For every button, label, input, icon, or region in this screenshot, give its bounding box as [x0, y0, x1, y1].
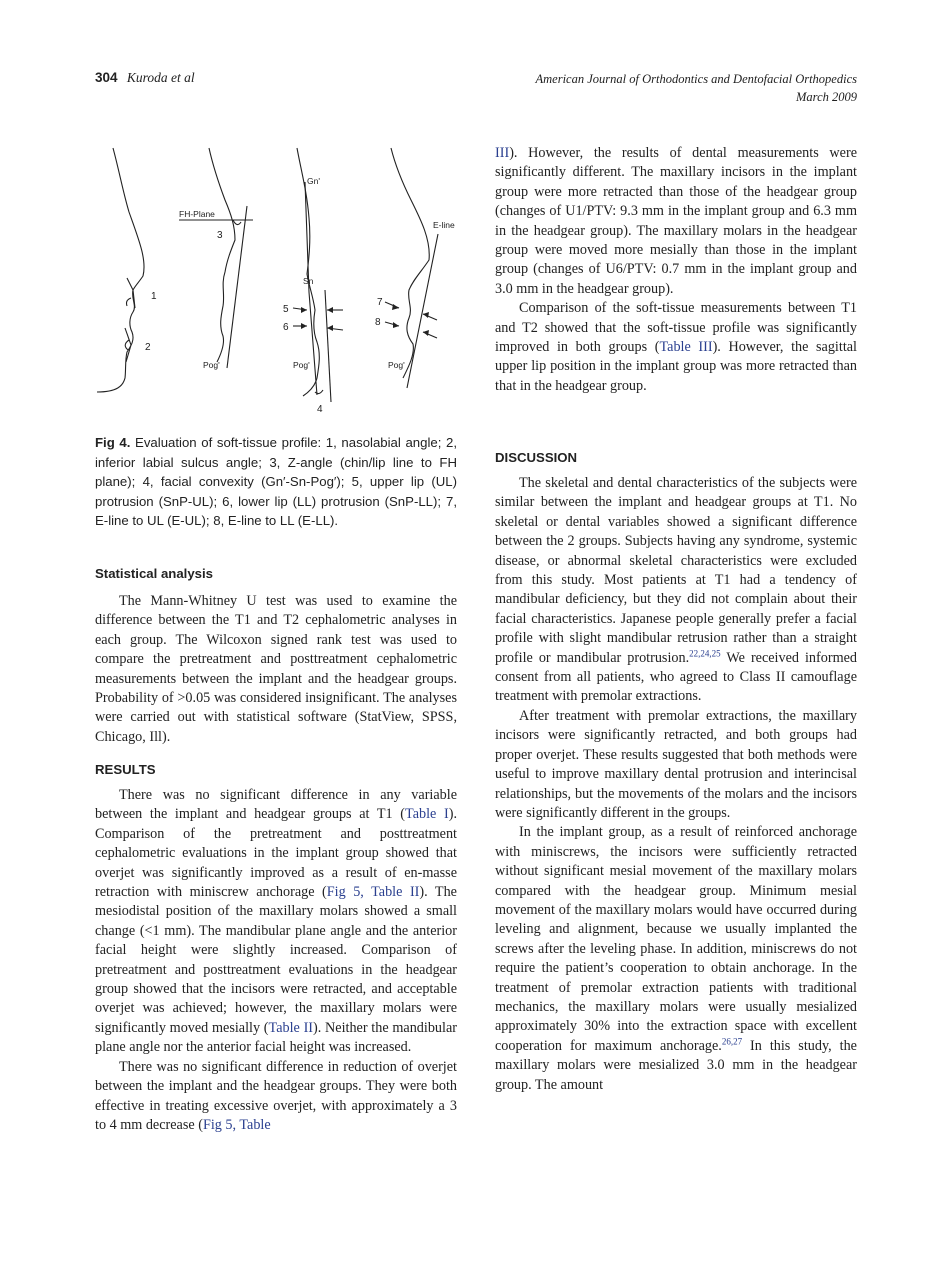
fig-5-table-link[interactable]: Fig 5, Table — [202, 1116, 271, 1133]
discussion-section — [495, 474, 857, 1095]
journal-issue: March 2009 — [796, 90, 857, 104]
angle-arc-2 — [125, 340, 129, 350]
results-paragraph-1: There was no significant difference in any variable between the implant and headgear groups at T1 (Table I). Comparison of the pretreatment and posttreatment cephalometric evaluations in the implant group showed that overjet was significantly improved as a result of en-masse retraction with miniscrew anchorage (Fig 5, Table II). The mesiodistal position of the maxillary molars showed a small change (<1 mm). The mandibular plane angle and the anterior facial height were slightly increased. Comparison of pretreatment and posttreatment evaluations in the headgear group showed that the incisors were retracted, and acceptable overjet was achieved; however, the maxillary molars were significantly moved mesially (Table II). Neither the mandibular plane angle nor the anterior facial height was increased. — [95, 787, 458, 1056]
statistical-analysis-heading: Statistical analysis — [95, 566, 214, 581]
soft-tissue-paragraph: Comparison of the soft-tissue measurements between T1 and T2 showed that the soft-tissue profile was significantly improved in both groups (Table III). However, the sagittal upper lip position in the implant group was more retracted than that in the headgear group. — [495, 300, 857, 394]
discussion-paragraph-2: After treatment with premolar extractions, the maxillary incisors were significantly retracted, and both groups had proper overjet. These results suggested that both methods were useful to improve maxillary dental protrusion and interincisal relationships, but the movements of the molars and the incisors were significantly different in the groups. — [495, 707, 857, 821]
page-number: 304 — [95, 70, 118, 85]
table-iii-link[interactable]: Table III — [659, 339, 713, 356]
label-gn: Gn' — [307, 176, 320, 186]
label-fh-plane: FH-Plane — [179, 209, 215, 219]
results-section — [95, 786, 457, 1135]
profile-1 — [97, 148, 144, 392]
label-sn: Sn — [303, 276, 314, 286]
z-angle-arc — [233, 220, 241, 225]
right-column — [495, 144, 857, 396]
results-heading: RESULTS — [95, 762, 156, 777]
label-5: 5 — [283, 304, 289, 315]
label-4: 4 — [317, 404, 323, 415]
label-7: 7 — [377, 297, 383, 308]
discussion-paragraph-1: The skeletal and dental characteristics of the subjects were similar between the implant and headgear groups at T1. No skeletal or dental variables showed a significant difference between the 2 groups. Subjects having any syndrome, systemic disease, or abnormal skeletal characteristics were excluded from this study. Most patients at T1 had a tendency of mandibular deficiency, but they did not complain about their facial characteristics. Japanese people generally prefer a facial profile with slight mandibular retrusion rather than a straight profile or mandibular protrusion.$^{22,24,25}$ We received informed consent from all patients, who agreed to Class II camouflage treatment with premolar extractions. — [495, 475, 857, 705]
citation-22-24-25[interactable]: 22,24,25 — [689, 647, 721, 658]
figure-4-caption — [95, 433, 457, 531]
angle-arc-1 — [127, 298, 132, 306]
label-pog-1: Pog' — [203, 360, 220, 370]
journal-name: American Journal of Orthodontics and Dentofacial Orthopedics — [535, 72, 857, 86]
results-continued-paragraph: III). However, the results of dental measurements were significantly different. The maxillary incisors in the implant group were more retracted than those of the headgear group (changes of U1/PTV: 9.3 mm in the implant group and 6.3 mm in the headgear group). The maxillary molars in the headgear group were moved more mesially than those in the implant group (changes of U6/PTV: 0.7 mm in the implant group and 3.0 mm in the headgear group). — [495, 145, 857, 297]
table-ii-link[interactable]: Table II — [268, 1019, 314, 1036]
discussion-heading: DISCUSSION — [495, 450, 578, 465]
caption-label: Fig 4. — [95, 435, 131, 450]
z-line — [227, 206, 247, 368]
figure-4-drawing — [95, 140, 457, 420]
figure-4 — [95, 140, 457, 420]
profile-4 — [391, 148, 429, 378]
snp-line — [325, 290, 331, 402]
label-pog-3: Pog' — [388, 360, 405, 370]
label-8: 8 — [375, 317, 381, 328]
caption-text: Evaluation of soft-tissue profile: 1, nasolabial angle; 2, inferior labial sulcus angle; 3, Z-angle (chin/lip line to FH plane); 4, facial convexity (Gn′-Sn-Pog′); 5, upper lip (UL) protrusion (SnP-UL); 6, lower lip (LL) protrusion (SnP-LL); 7, E-line to UL (E-UL); 8, E-line to LL (E-LL). — [95, 435, 458, 528]
label-2: 2 — [145, 342, 151, 353]
statistical-analysis-paragraph: The Mann-Whitney U test was used to examine the difference between the T1 and T2 cephalometric analyses in each group. The Wilcoxon signed rank test was used to compare the pretreatment and posttreatment cephalometric measurements between the implant and the headgear groups. Probability of >0.05 was considered insignificant. The analyses were carried out with statistical software (StatView, SPSS, Chicago, Ill). — [95, 593, 457, 745]
citation-26-27[interactable]: 26,27 — [721, 1036, 743, 1047]
running-authors: Kuroda et al — [126, 70, 195, 85]
e-line — [407, 234, 438, 388]
label-1: 1 — [151, 291, 157, 302]
header-right — [536, 70, 858, 106]
table-iii-link-continued[interactable]: III — [495, 145, 510, 161]
header-left — [95, 70, 195, 86]
page-header — [95, 70, 857, 110]
table-i-link[interactable]: Table I — [405, 806, 449, 823]
statistical-analysis-section — [95, 592, 457, 747]
label-6: 6 — [283, 322, 289, 333]
results-paragraph-2: There was no significant difference in reduction of overjet between the implant and the headgear groups. They were both effective in treating excessive overjet, with approximately a 3 to 4 mm decrease (Fig 5, Table — [95, 1058, 457, 1133]
label-pog-2: Pog' — [293, 360, 310, 370]
discussion-paragraph-3: In the implant group, as a result of reinforced anchorage with miniscrews, the incisors were sufficiently retracted without significant mesial movement of the maxillary molars compared with the headgear group. Minimum mesial movement of the maxillary molars would have occurred during leveling and alignment, because we usually implanted the screws after the leveling phase. In addition, miniscrews do not require the patient’s cooperation to obtain anchorage. In the treatment of premolar extraction patients with traditional mechanics, the maxillary molars were usually mesialized approximately 30% into the extraction space with excellent cooperation for maximum anchorage.$^{26,27}$ In this study, the maxillary molars were mesialized 3.0 mm in the headgear group. The amount — [495, 824, 857, 1093]
fig-5-table-ii-link[interactable]: Fig 5, Table II — [326, 884, 420, 901]
profile-2 — [209, 148, 235, 362]
label-3: 3 — [217, 230, 223, 241]
label-e-line: E-line — [433, 220, 455, 230]
